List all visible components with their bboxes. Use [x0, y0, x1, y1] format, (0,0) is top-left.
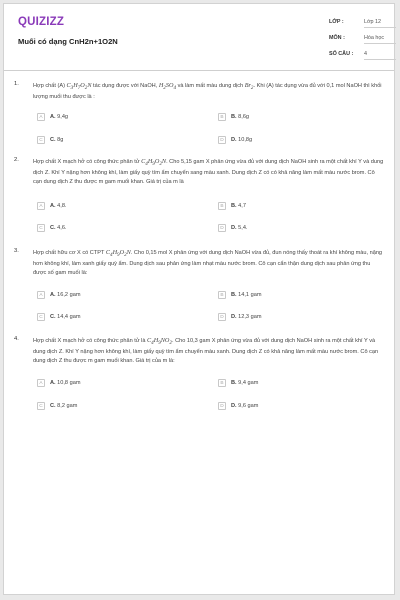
- subject-label: MÔN :: [329, 35, 345, 41]
- quizizz-logo: QUIZIZZ: [18, 16, 65, 28]
- option-letter-badge: B: [218, 202, 226, 210]
- question-number: 4.: [14, 336, 19, 342]
- option-letter-badge: B: [218, 379, 226, 387]
- question-text: Hợp chất hữu cơ X có CTPT $C_4H_9O_2N$. Cho 0,15 mol X phản ứng với dung dịch NaOH vừa đủ, đun nóng thấy thoát ra khí không màu, nặng hơn không khí, làm xanh giấy quỳ ẩm. Dung dịch sau phản ứng làm nhạt màu nước brom. Cô cạn cẩn thận dung dịch sau phản ứng thu được số gam muối là:: [33, 249, 383, 277]
- question-text: Hợp chất X mạch hở có công thức phân tử là $C_4H_9NO_2$. Cho 10,3 gam X phản ứng vừa đủ với dung dịch NaOH sinh ra một chất khí Y và dung dịch Z. Khí Y nặng hơn không khí, làm giấy quỳ tím ẩm chuyển màu xanh. Dung dịch Z có khả năng làm mất màu nước brom. Cô cạn dung dịch Z thu được m gam muối khan. Giá trị của m là:: [33, 337, 379, 365]
- option-letter-badge: A: [37, 379, 45, 387]
- question-number: 3.: [14, 248, 19, 254]
- header-divider: [4, 70, 394, 71]
- option-letter-badge: D: [218, 136, 226, 144]
- question-text: Hợp chất X mạch hở có công thức phân tử $C_4H_9O_2N$. Cho 5,15 gam X phản ứng vừa đủ với dung dịch NaOH sinh ra một chất khí Y và dung dịch Z. Khí Y nặng hơn không khí, làm giấy quỳ tím ẩm chuyển sang màu xanh. Dung dịch Z có có khả năng làm mất màu nước brom. Cô cạn dung dịch Z thu được m gam muối khan. Giá trị của m là: [33, 158, 384, 186]
- option-letter-badge: B: [218, 113, 226, 121]
- question-count-value: 4: [364, 51, 396, 60]
- option-letter-badge: A: [37, 291, 45, 299]
- option-letter-badge: A: [37, 202, 45, 210]
- option-letter-badge: B: [218, 291, 226, 299]
- question-number: 2.: [14, 157, 19, 163]
- option-letter-badge: C: [37, 136, 45, 144]
- option-letter-badge: C: [37, 224, 45, 232]
- class-value: Lớp 12: [364, 19, 396, 28]
- subject-value: Hóa học: [364, 35, 396, 44]
- option-letter-badge: C: [37, 313, 45, 321]
- question-text: Hợp chất (A) $C_3H_7O_2N$ tác dụng được với NaOH, $H_2SO_4$ và làm mất màu dung dịch $Br_2$. Khi (A) tác dụng vừa đủ với 0,1 mol NaOH thì khối lượng muối thu được là :: [33, 82, 382, 101]
- class-label: LỚP :: [329, 19, 344, 25]
- question-count-label: SỐ CÂU :: [329, 51, 354, 57]
- question-number: 1.: [14, 81, 19, 87]
- option-letter-badge: D: [218, 313, 226, 321]
- option-letter-badge: D: [218, 224, 226, 232]
- option-letter-badge: D: [218, 402, 226, 410]
- worksheet-page: QUIZIZZ Muối có dạng CnH2n+1O2N LỚP : Lớp 12 MÔN : Hóa học SỐ CÂU : 4 1. Hợp chất (A) $C_3H_7O_2N$ tác dụng được với NaOH, $H_2SO_4$ và làm mất màu dung dịch $Br_2$. Khi (A) tác dụng vừa đủ với 0,1 mol NaOH thì khối lượng muối thu được là : A A. 9,4g B B. 8,6g C C. 8g D D. 10,8g 2. Hợp chất X mạch hở có công thức phân tử $C_4H_9O_2N$. Cho 5,15 gam X phản ứng vừa đủ với dung dịch NaOH sinh ra một chất khí Y và dung dịch Z. Khí Y nặng hơn không khí, làm giấy quỳ tím ẩm chuyển sang màu xanh. Dung dịch Z có có khả năng làm mất màu nước brom. Cô cạn dung dịch Z thu được m gam muối khan. Giá trị của m là A A. 4,8. B B. 4,7 C C. 4,6. D D. 5,4. 3. Hợp chất hữu cơ X có CTPT $C_4H_9O_2N$. Cho 0,15 mol X phản ứng với dung dịch NaOH vừa đủ, đun nóng thấy thoát ra khí không màu, nặng hơn không khí, làm xanh giấy quỳ ẩm. Dung dịch sau phản ứng làm nhạt màu nước brom. Cô cạn cẩn thận dung dịch sau phản ứng thu được số gam muối là: A A. 16,2 gam B B. 14,1 gam C C. 14,4 gam D D. 12,3 gam 4. Hợp chất X mạch hở có công thức phân tử là $C_4H_9NO_2$. Cho 10,3 gam X phản ứng vừa đủ với dung dịch NaOH sinh ra một chất khí Y và dung dịch Z. Khí Y nặng hơn không khí, làm giấy quỳ tím ẩm chuyển màu xanh. Dung dịch Z có khả năng làm mất màu nước brom. Cô cạn dung dịch Z thu được m gam muối khan. Giá trị của m là: A A. 10,8 gam B B. 9,4 gam C C. 8,2 gam D D. 9,6 gam: [3, 3, 395, 595]
- option-letter-badge: A: [37, 113, 45, 121]
- option-letter-badge: C: [37, 402, 45, 410]
- worksheet-title: Muối có dạng CnH2n+1O2N: [18, 37, 118, 46]
